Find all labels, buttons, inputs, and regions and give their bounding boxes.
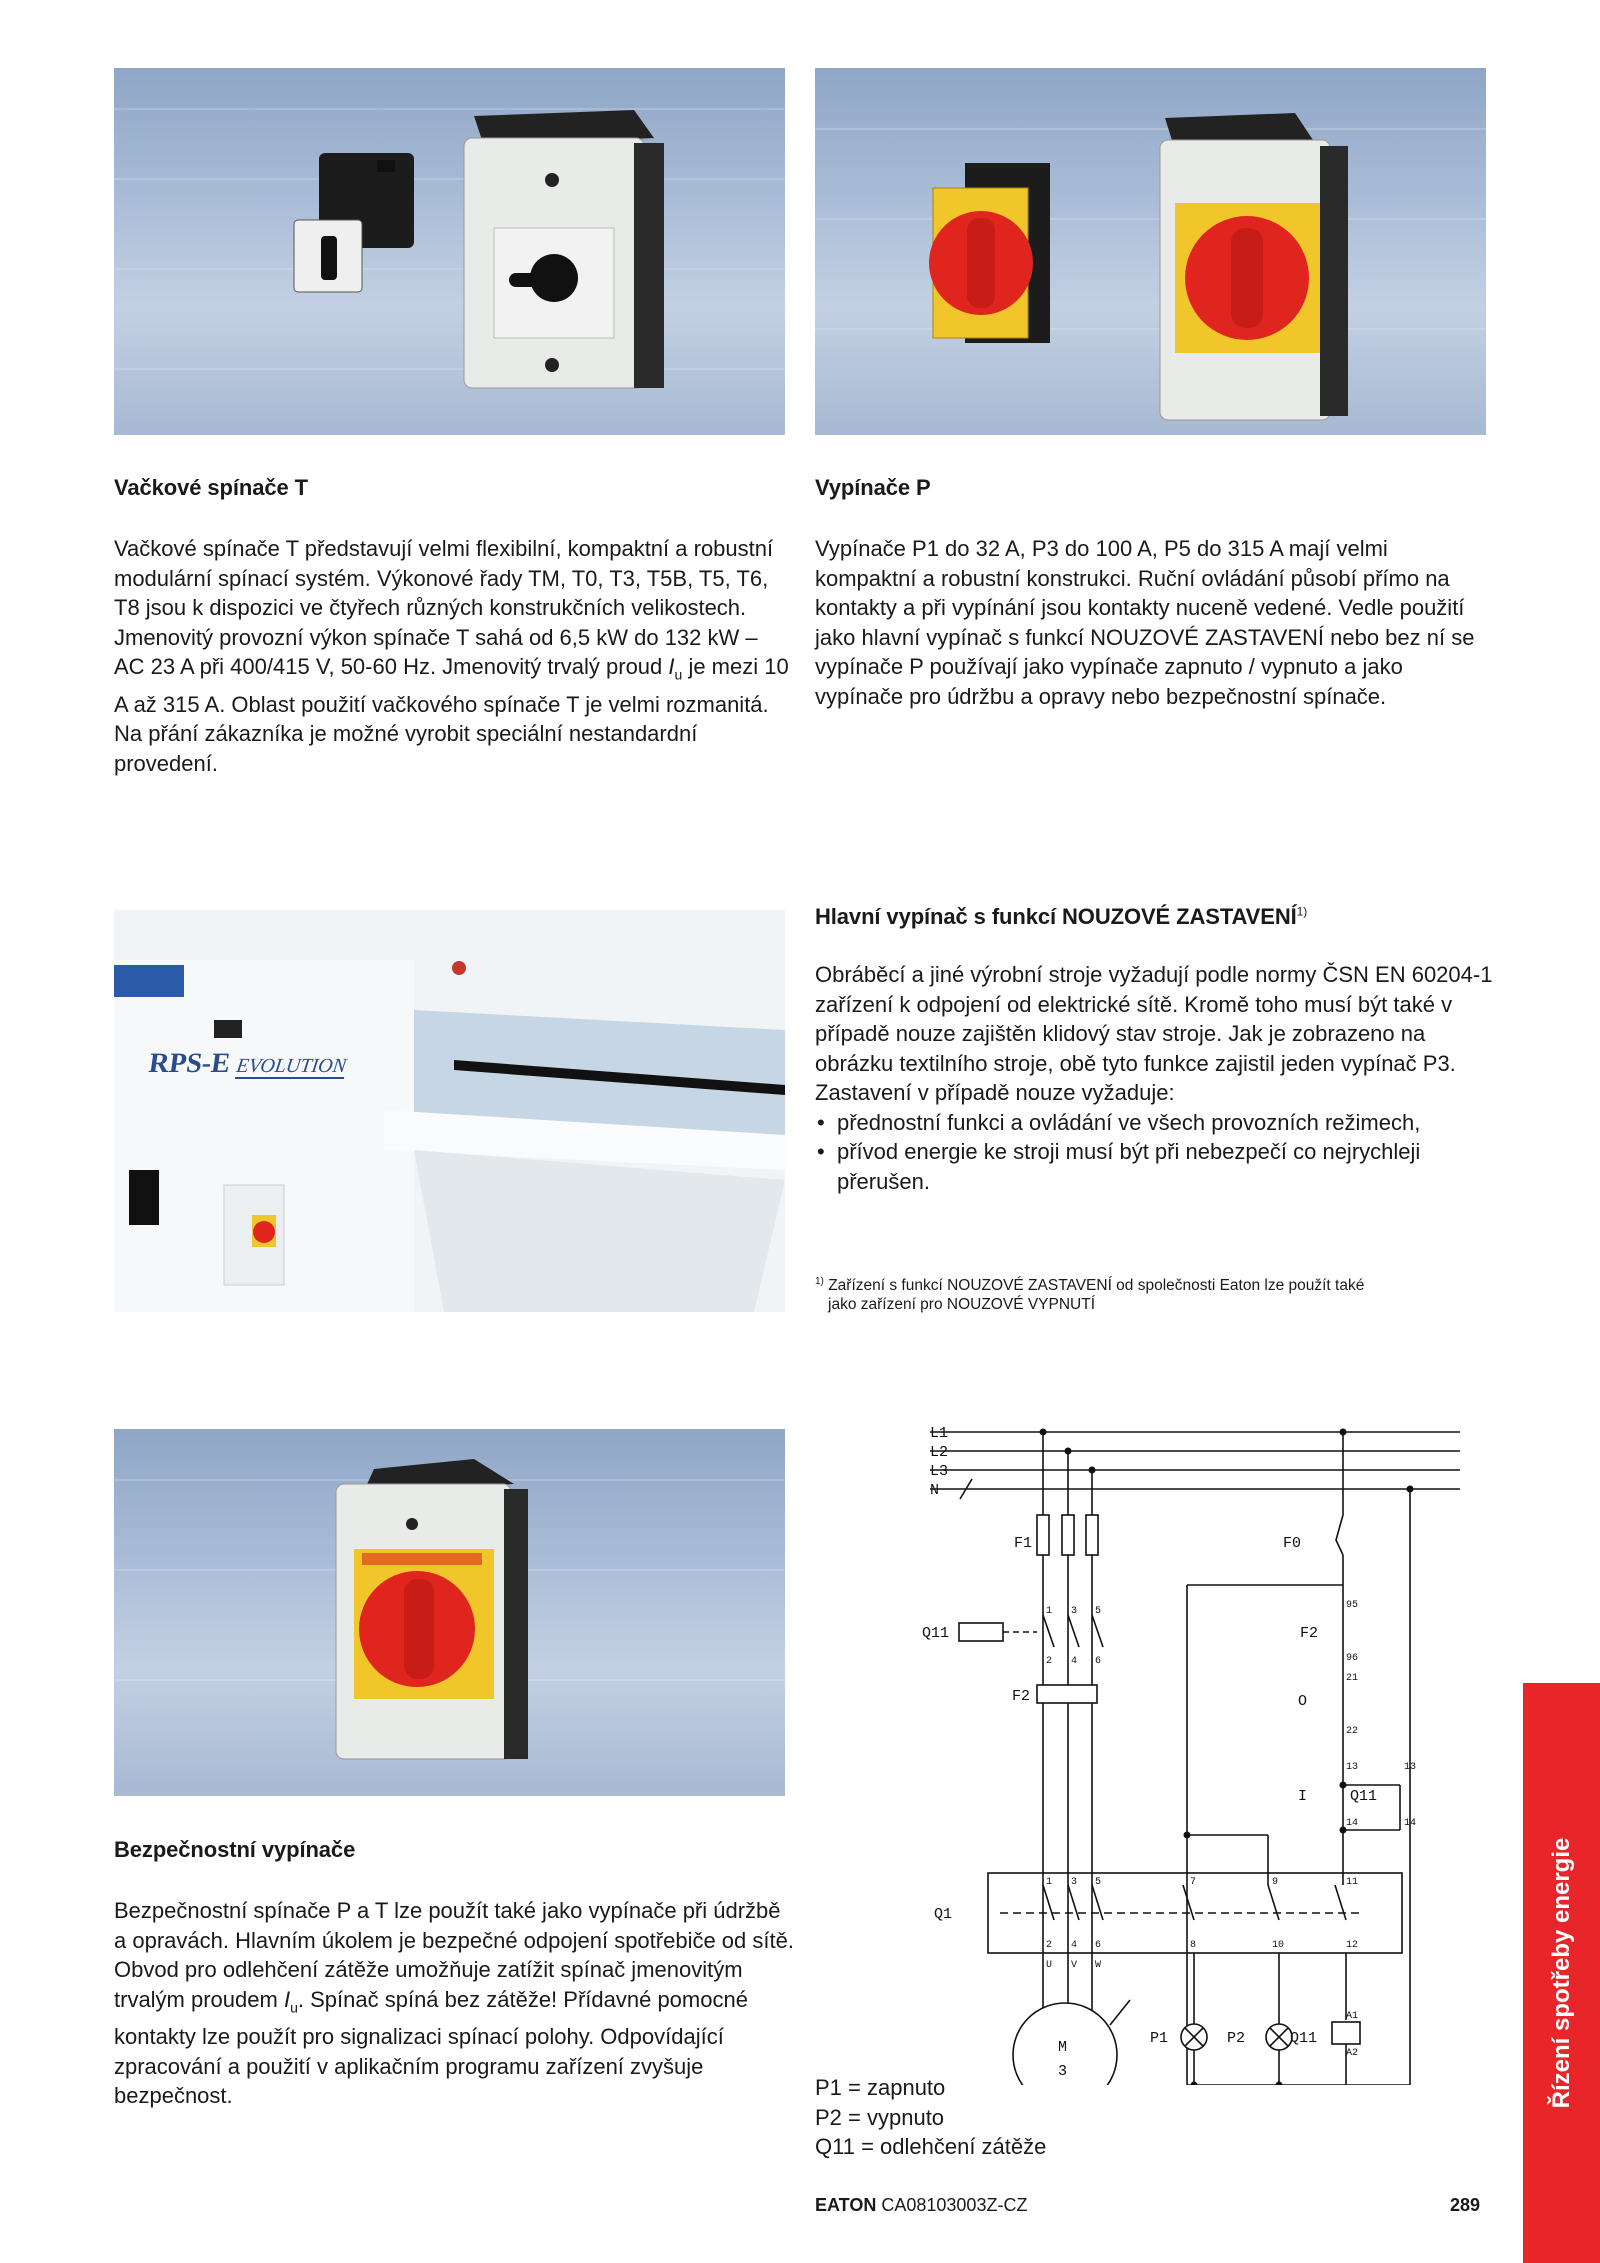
section-tab-label: Řízení spotřeby energie bbox=[1547, 1837, 1575, 2109]
machine-brand-label: RPS-E EVOLUTION bbox=[146, 1048, 348, 1079]
q11-aux-label: Q11 bbox=[1350, 1788, 1378, 1805]
terminal-label: 10 bbox=[1272, 1940, 1285, 1951]
terminal-label: 6 bbox=[1095, 1656, 1102, 1667]
cam-switches-text-end: je mezi 10 A až 315 A. Oblast použití vačkového spínače T je velmi rozmanitá. Na přání zákazníka je možné vyrobit speciální nestandardní provedení. bbox=[114, 654, 789, 776]
p1-label: P1 bbox=[1150, 2030, 1169, 2047]
brand-name: EATON bbox=[815, 2195, 877, 2215]
document-code: CA08103003Z-CZ bbox=[881, 2195, 1028, 2215]
terminal-label: 3 bbox=[1071, 1877, 1078, 1888]
q11-coil-label: Q11 bbox=[1290, 2030, 1318, 2047]
terminal-label: W bbox=[1095, 1960, 1102, 1971]
terminal-label: 21 bbox=[1346, 1673, 1359, 1684]
terminal-label: 2 bbox=[1046, 1656, 1053, 1667]
terminal-label: 13 bbox=[1404, 1762, 1417, 1773]
f0-label: F0 bbox=[1283, 1535, 1302, 1552]
q1-label: Q1 bbox=[934, 1906, 953, 1923]
legend-item: Q11 = odlehčení zátěže bbox=[815, 2134, 1047, 2159]
terminal-label: 4 bbox=[1071, 1656, 1078, 1667]
cam-switches-title: Vačkové spínače T bbox=[114, 475, 308, 500]
section-tab[interactable] bbox=[1523, 1683, 1600, 2263]
p2-label: P2 bbox=[1227, 2030, 1246, 2047]
cam-switches-text: Vačkové spínače T představují velmi flexibilní, kompaktní a robustní modulární spínací systém. Výkonové řady TM, T0, T3, T5B, T5, T6, T8 jsou k dispozici ve čtyřech různých konstrukčních velikostech. Jmenovitý provozní výkon spínače T sahá od 6,5 kW do 132 kW – AC 23 A při 400/415 V, 50-60 Hz. Jmenovitý trvalý proud bbox=[114, 536, 774, 679]
main-switch-text: Obráběcí a jiné výrobní stroje vyžadují podle normy ČSN EN 60204-1 zařízení k odpojení od elektrické sítě. Kromě toho musí být také v případě nouze zajištěn klidový stav stroje. Jak je zobrazeno na obrázku textilního stroje, obě tyto funkce zajistil jeden vypínač P3. Zastavení v případě nouze vyžaduje: bbox=[815, 962, 1493, 1105]
diagram-legend bbox=[815, 2073, 1046, 2162]
p-switches-title: Vypínače P bbox=[815, 475, 931, 500]
terminal-label: V bbox=[1071, 1960, 1078, 1971]
p-switches-photo bbox=[815, 68, 1486, 435]
main-switch-title: Hlavní vypínač s funkcí NOUZOVÉ ZASTAVENÍ$^{1)}$ bbox=[815, 904, 1308, 929]
terminal-label: 14 bbox=[1404, 1818, 1417, 1829]
f2-label: F2 bbox=[1300, 1625, 1319, 1642]
safety-body bbox=[114, 1896, 794, 2111]
terminal-label: 1 bbox=[1046, 1606, 1053, 1617]
terminal-label: 7 bbox=[1190, 1877, 1197, 1888]
page-number: 289 bbox=[1450, 2195, 1481, 2215]
current-symbol: I bbox=[668, 654, 675, 679]
fuse-label: F1 bbox=[1014, 1535, 1033, 1552]
current-symbol-sub: u bbox=[674, 666, 683, 683]
terminal-label: 1 bbox=[1046, 1877, 1053, 1888]
textile-machine-photo bbox=[114, 910, 785, 1312]
terminal-label: 13 bbox=[1346, 1762, 1359, 1773]
f2-overload-label: F2 bbox=[1012, 1688, 1031, 1705]
circuit-diagram bbox=[900, 1415, 1460, 2085]
q11-label: Q11 bbox=[922, 1625, 950, 1642]
cam-switches-body bbox=[114, 534, 790, 778]
main-switch-bullets bbox=[815, 1108, 1495, 1197]
bullet-item: • přednostní funkci a ovládání ve všech provozních režimech, bbox=[815, 1108, 1495, 1138]
terminal-label: 5 bbox=[1095, 1877, 1102, 1888]
terminal-label: 22 bbox=[1346, 1726, 1359, 1737]
terminal-label: 3 bbox=[1071, 1606, 1078, 1617]
terminal-label: 11 bbox=[1346, 1877, 1359, 1888]
main-switch-body bbox=[815, 960, 1495, 1196]
safety-text: Bezpečnostní spínače P a T lze použít také jako vypínače při údržbě a opravách. Hlavním úkolem je bezpečné odpojení spotřebiče od sítě. Obvod pro odlehčení zátěže umožňuje zatížit spínač jmenovitým trvalým proudem bbox=[114, 1898, 794, 2012]
current-symbol: I bbox=[283, 1986, 291, 2012]
terminal-label: 4 bbox=[1071, 1940, 1078, 1951]
safety-title: Bezpečnostní vypínače bbox=[114, 1837, 356, 1862]
terminal-label: 8 bbox=[1190, 1940, 1197, 1951]
line-label: L3 bbox=[930, 1463, 949, 1480]
line-label: L1 bbox=[930, 1425, 949, 1442]
footnote: $^{1)}$ Zařízení s funkcí NOUZOVÉ ZASTAVENÍ od společnosti Eaton lze použít také jako zařízení pro NOUZOVÉ VYPNUTÍ bbox=[815, 1276, 1365, 1314]
terminal-label: 96 bbox=[1346, 1653, 1359, 1664]
terminal-label: A2 bbox=[1346, 2048, 1359, 2059]
cam-switches-photo bbox=[114, 68, 785, 435]
motor-label: M bbox=[1058, 2039, 1068, 2056]
line-label: L2 bbox=[930, 1444, 949, 1461]
terminal-label: A1 bbox=[1346, 2011, 1359, 2022]
terminal-label: U bbox=[1046, 1960, 1053, 1971]
footer-brand bbox=[815, 2195, 1027, 2216]
terminal-label: 9 bbox=[1272, 1877, 1279, 1888]
current-symbol-sub: u bbox=[290, 1998, 298, 2015]
terminal-label: 6 bbox=[1095, 1940, 1102, 1951]
start-label: I bbox=[1298, 1788, 1308, 1805]
legend-item: P1 = zapnuto bbox=[815, 2075, 946, 2100]
terminal-label: 12 bbox=[1346, 1940, 1359, 1951]
terminal-label: 95 bbox=[1346, 1600, 1359, 1611]
terminal-label: 14 bbox=[1346, 1818, 1359, 1829]
safety-text-end: . Spínač spíná bez zátěže! Přídavné pomocné kontakty lze použít pro signalizaci spínací polohy. Odpovídající zpracování a použití v aplikačním programu zařízení zvyšuje bezpečnost. bbox=[114, 1986, 748, 2109]
safety-switch-photo bbox=[114, 1429, 785, 1796]
p-switches-body: Vypínače P1 do 32 A, P3 do 100 A, P5 do 315 A mají velmi kompaktní a robustní konstrukci. Ruční ovládání působí přímo na kontakty a při vypínání jsou kontakty nuceně vedené. Vedle použití jako hlavní vypínač s funkcí NOUZOVÉ ZASTAVENÍ nebo bez ní se vypínače P používají jako vypínače zapnuto / vypnuto a jako vypínače pro údržbu a opravy nebo bezpečnostní spínače. bbox=[815, 536, 1475, 709]
terminal-label: 5 bbox=[1095, 1606, 1102, 1617]
bullet-item: • přívod energie ke stroji musí být při nebezpečí co nejrychleji přerušen. bbox=[815, 1137, 1495, 1196]
stop-label: O bbox=[1298, 1693, 1308, 1710]
legend-item: P2 = vypnuto bbox=[815, 2104, 945, 2130]
motor-phase-label: 3 bbox=[1058, 2063, 1068, 2080]
terminal-label: 2 bbox=[1046, 1940, 1053, 1951]
line-label: N bbox=[930, 1482, 940, 1499]
